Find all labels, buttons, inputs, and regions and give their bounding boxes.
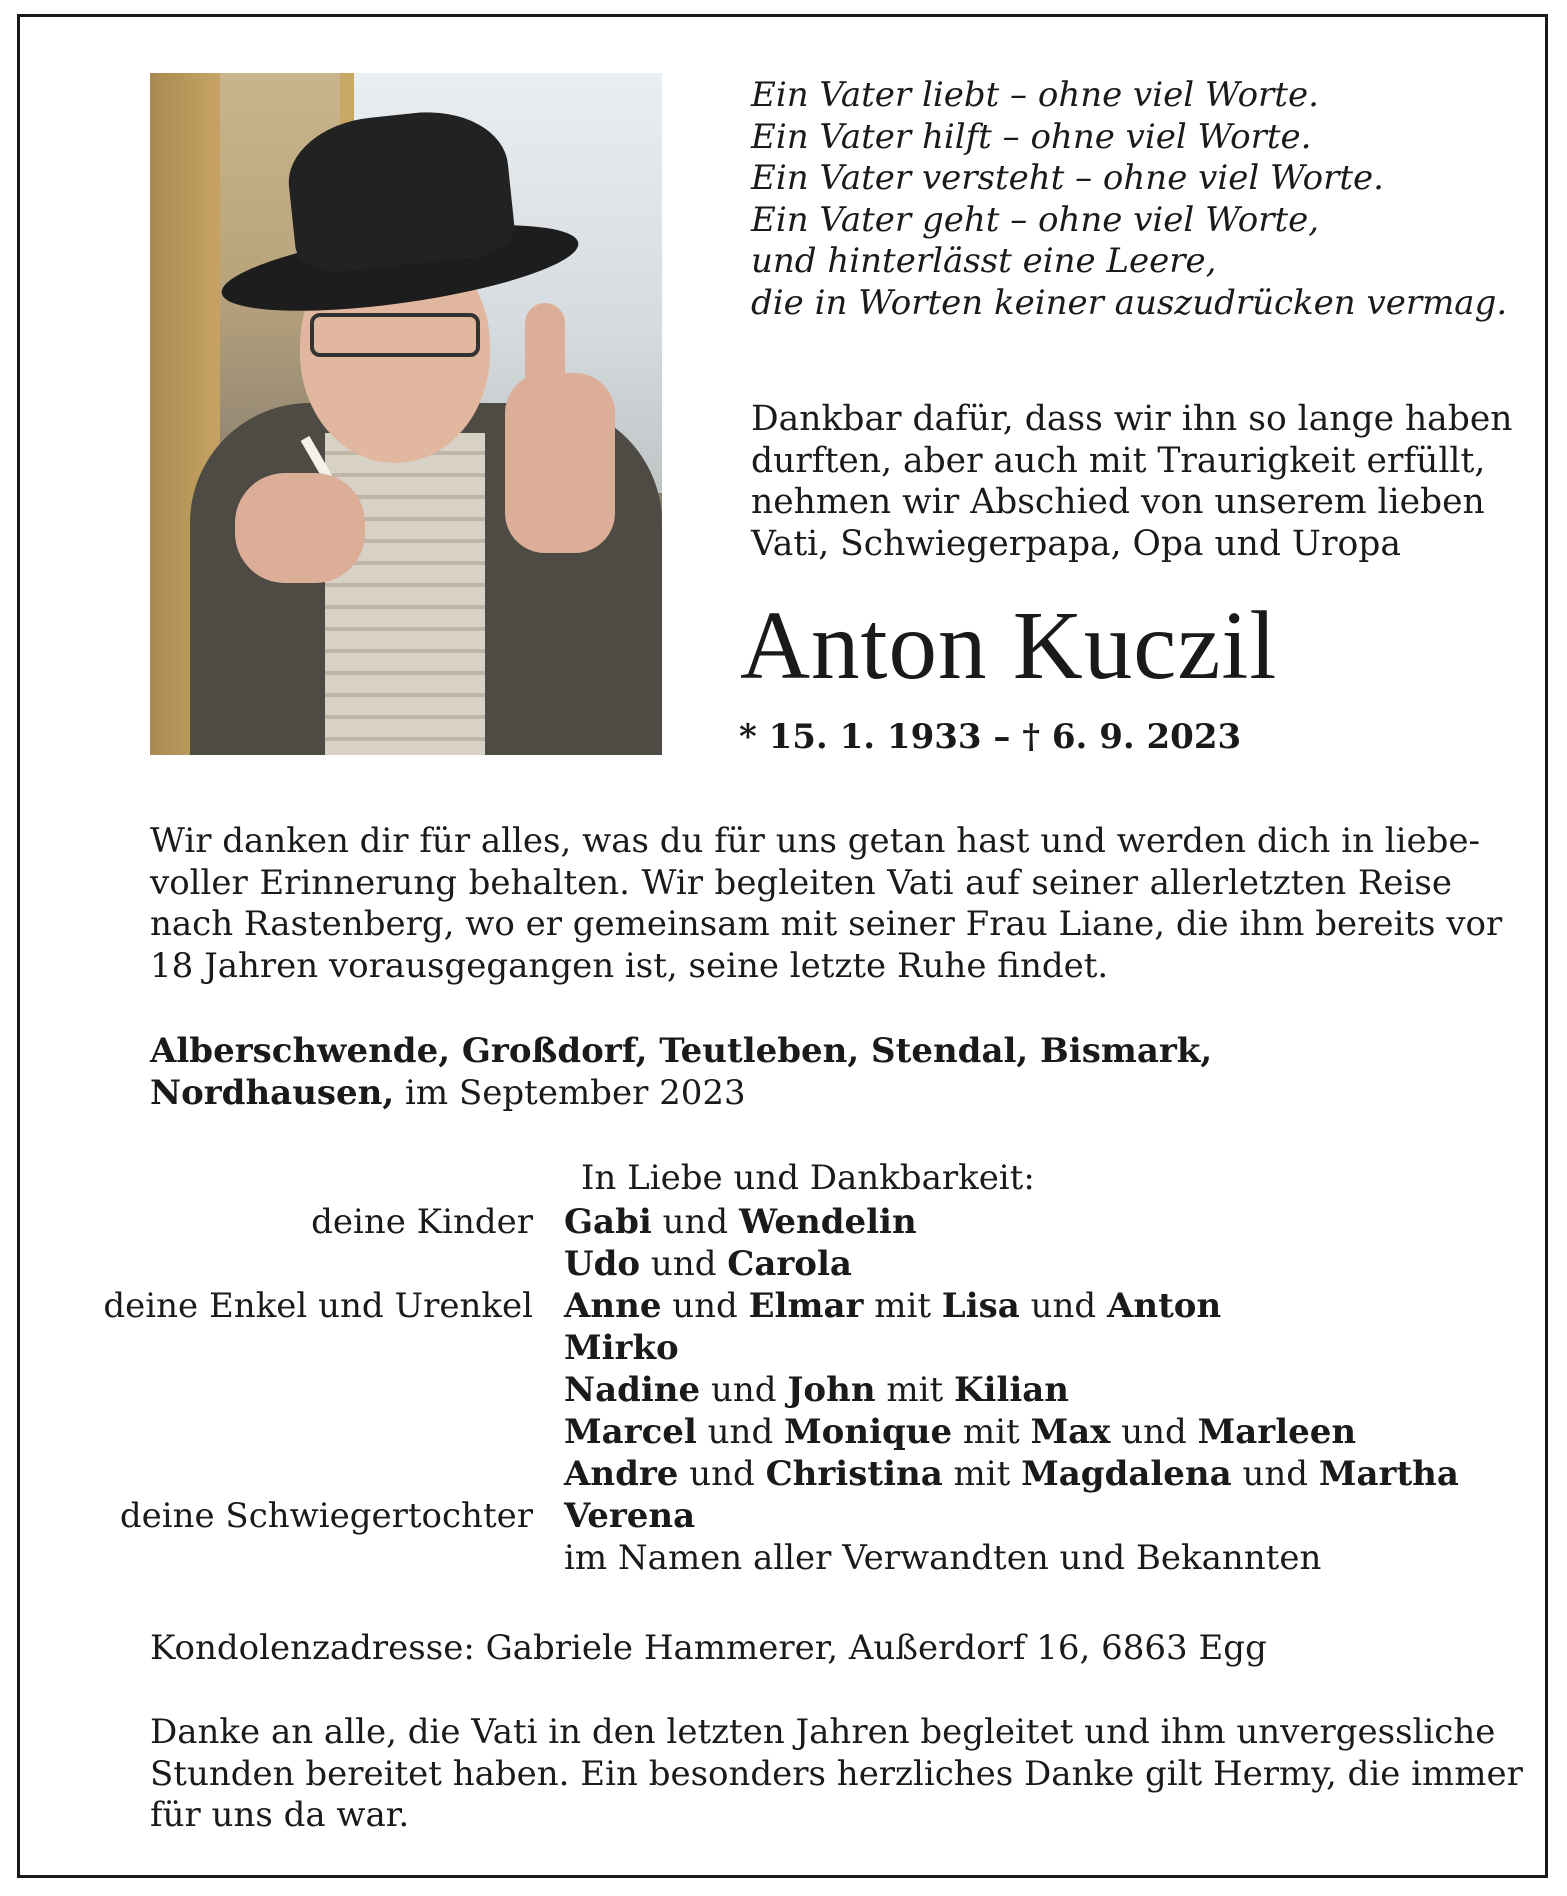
family-name: Anton [1106,1286,1222,1326]
body-line: 18 Jahren vorausgegangen ist, seine letzte Ruhe findet. [150,945,1109,986]
family-name: Martha [1318,1454,1459,1494]
family-connector: und [640,1244,728,1284]
poem-line: Ein Vater hilft – ohne viel Worte. [751,116,1312,157]
obituary-page [17,14,1548,1878]
family-connector: und [696,1412,785,1452]
label-grandchildren: deine Enkel und Urenkel [103,1286,533,1326]
family-connector: mit [942,1454,1022,1494]
poem-line: Ein Vater liebt – ohne viel Worte. [751,75,1319,115]
body-line: Wir danken dir für alles, was du für uns getan hast und werden dich in liebe- [150,821,1481,861]
family-connector: und [661,1286,749,1326]
family-name: Carola [727,1244,852,1284]
family-name: Marleen [1197,1412,1357,1452]
poem-line: Ein Vater versteht – ohne viel Worte. [751,158,1384,198]
thanks-line: für uns da war. [150,1795,410,1835]
family-name: Magdalena [1021,1454,1232,1494]
body-line: voller Erinnerung behalten. Wir begleiten Vati auf seiner allerletzten Reise [150,862,1452,903]
photo-glasses [310,313,480,357]
family-name: Anne [564,1286,662,1326]
family-heading: In Liebe und Dankbarkeit: [581,1158,1035,1198]
family-row [564,1411,1356,1453]
family-connector: und [1231,1454,1319,1494]
body-paragraph [150,821,1503,987]
photo-left-hand [235,473,365,583]
life-dates: * 15. 1. 1933 – † 6. 9. 2023 [739,717,1242,757]
condolence-address: Kondolenzadresse: Gabriele Hammerer, Außerdorf 16, 6863 Egg [150,1628,1267,1668]
intro-line: Dankbar dafür, dass wir ihn so lange haben [751,399,1513,439]
family-connector: und [678,1454,766,1494]
family-name: Verena [564,1496,696,1536]
intro-line: Vati, Schwiegerpapa, Opa und Uropa [751,523,1401,564]
family-name: Mirko [564,1328,679,1368]
family-connector: mit [863,1286,942,1326]
family-name: John [787,1370,876,1410]
family-row [564,1537,1321,1579]
family-row [564,1285,1221,1327]
family-name: Max [1030,1412,1111,1452]
family-name: Kilian [953,1370,1070,1410]
body-line: nach Rastenberg, wo er gemeinsam mit seiner Frau Liane, die ihm bereits vor [150,904,1503,944]
family-connector: und [700,1370,788,1410]
photo-right-hand [505,373,615,553]
family-connector: mit [875,1370,954,1410]
poem-line: Ein Vater geht – ohne viel Worte, [751,199,1320,240]
family-name: Marcel [564,1412,697,1452]
family-name: Christina [765,1454,943,1494]
thanks-line: Danke an alle, die Vati in den letzten Jahren begleitet und ihm unvergessliche [150,1712,1496,1752]
family-connector: und [1110,1412,1198,1452]
family-row [564,1453,1459,1495]
poem-line: die in Worten keiner auszudrücken vermag. [751,282,1508,323]
family-name: Nadine [564,1370,701,1410]
photo-hat-crown [283,104,517,276]
family-row [564,1243,852,1285]
photo-shirt [325,433,485,755]
family-name: Lisa [941,1286,1020,1326]
places-date: im September 2023 [394,1072,746,1113]
poem [751,75,1507,324]
deceased-name: Anton Kuczil [740,592,1278,699]
places-line: Alberschwende, Großdorf, Teutleben, Stendal, Bismark, [150,1031,1213,1071]
label-daughter-in-law: deine Schwiegertochter [119,1496,533,1536]
family-name: Gabi [564,1202,652,1242]
family-connector: mit [952,1412,1031,1452]
family-connector: und [651,1202,739,1242]
thanks-line: Stunden bereitet haben. Ein besonders herzliches Danke gilt Hermy, die immer [150,1753,1523,1794]
label-children: deine Kinder [311,1202,533,1242]
family-name: Elmar [748,1286,864,1326]
intro-text [751,399,1512,565]
family-row [564,1495,695,1537]
intro-line: nehmen wir Abschied von unserem lieben [751,482,1485,522]
poem-line: und hinterlässt eine Leere, [751,241,1217,281]
family-row [564,1327,679,1369]
family-name: Wendelin [738,1202,917,1242]
intro-line: durften, aber auch mit Traurigkeit erfüllt, [751,440,1486,481]
portrait-photo [150,73,662,755]
family-row [564,1201,917,1243]
places-line [150,1073,1212,1115]
family-connector: im Namen aller Verwandten und Bekannten [564,1538,1322,1578]
places-bold: Nordhausen, [150,1072,395,1113]
family-name: Udo [564,1244,641,1284]
family-name: Andre [564,1454,679,1494]
closing-thanks [150,1712,1523,1837]
places-and-date [150,1031,1212,1114]
family-connector: und [1019,1286,1107,1326]
family-row [564,1369,1069,1411]
family-name: Monique [784,1412,953,1452]
